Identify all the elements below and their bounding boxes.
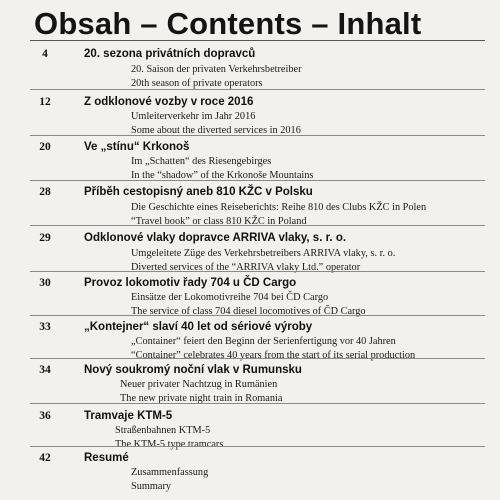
toc-entry-english: The service of class 704 diesel locomotives of ČD Cargo bbox=[131, 306, 366, 317]
toc-entry-title: Z odklonové vozby v roce 2016 bbox=[84, 96, 254, 108]
toc-page-number: 12 bbox=[39, 96, 51, 108]
toc-entry-german: Straßenbahnen KTM-5 bbox=[115, 425, 211, 436]
toc-entry-title: Provoz lokomotiv řady 704 u ČD Cargo bbox=[84, 277, 297, 289]
toc-page-number: 42 bbox=[39, 452, 51, 464]
toc-entry-title: Resumé bbox=[84, 452, 129, 464]
divider bbox=[30, 135, 485, 136]
toc-page-number: 4 bbox=[42, 48, 48, 60]
toc-entry-german: Zusammenfassung bbox=[131, 467, 209, 478]
toc-entry-german: Die Geschichte eines Reiseberichts: Reihe 810 des Clubs KŽC in Polen bbox=[131, 202, 427, 213]
toc-entry-title: Odklonové vlaky dopravce ARRIVA vlaky, s. r. o. bbox=[84, 232, 347, 244]
toc-entry-german: Einsätze der Lokomotivreihe 704 bei ČD Cargo bbox=[131, 292, 329, 303]
toc-entry-title: Příběh cestopisný aneb 810 KŽC v Polsku bbox=[84, 186, 313, 198]
toc-page-number: 33 bbox=[39, 321, 51, 333]
toc-entry-german: „Container“ feiert den Beginn der Serienfertigung vor 40 Jahren bbox=[131, 336, 396, 347]
toc-entry-english: 20th season of private operators bbox=[131, 78, 263, 89]
toc-entry-title: Ve „stínu“ Krkonoš bbox=[84, 141, 190, 153]
toc-entry-english: Summary bbox=[131, 481, 172, 492]
divider bbox=[30, 358, 485, 359]
toc-entry-german: Umgeleitete Züge des Verkehrsbetreibers ARRIVA vlaky, s. r. o. bbox=[131, 248, 396, 259]
toc-entry-english: The new private night train in Romania bbox=[120, 393, 283, 404]
toc-entry-german: Im „Schatten“ des Riesengebirges bbox=[131, 156, 272, 167]
page-title: Obsah – Contents – Inhalt bbox=[34, 6, 422, 41]
toc-entry-english: “Container” celebrates 40 years from the start of its serial production bbox=[131, 350, 416, 361]
toc-page-number: 28 bbox=[39, 186, 51, 198]
divider bbox=[30, 315, 485, 316]
toc-entry-english: The KTM-5 type tramcars bbox=[115, 439, 224, 450]
divider bbox=[30, 225, 485, 226]
divider bbox=[30, 446, 485, 447]
divider bbox=[30, 180, 485, 181]
divider bbox=[30, 403, 485, 404]
toc-page-number: 30 bbox=[39, 277, 51, 289]
toc-page-number: 34 bbox=[39, 364, 51, 376]
toc-entry-german: Neuer privater Nachtzug in Rumänien bbox=[120, 379, 278, 390]
title-rule bbox=[30, 40, 485, 41]
toc-page-number: 29 bbox=[39, 232, 51, 244]
toc-page-number: 36 bbox=[39, 410, 51, 422]
toc-entry-title: Tramvaje KTM-5 bbox=[84, 410, 173, 422]
toc-entry-german: 20. Saison der privaten Verkehrsbetreiber bbox=[131, 64, 302, 75]
toc-entry-title: 20. sezona privátních dopravců bbox=[84, 48, 256, 60]
toc-entry-english: In the “shadow” of the Krkonoše Mountains bbox=[131, 170, 314, 181]
toc-entry-title: „Kontejner“ slaví 40 let od sériové výroby bbox=[84, 321, 313, 333]
divider bbox=[30, 89, 485, 90]
toc-entry-english: “Travel book” or class 810 KŽC in Poland bbox=[131, 216, 307, 227]
toc-page-number: 20 bbox=[39, 141, 51, 153]
toc-entry-german: Umleiterverkehr im Jahr 2016 bbox=[131, 111, 256, 122]
divider bbox=[30, 271, 485, 272]
toc-entry-english: Some about the diverted services in 2016 bbox=[131, 125, 301, 136]
toc-entry-title: Nový soukromý noční vlak v Rumunsku bbox=[84, 364, 302, 376]
toc-entry-english: Diverted services of the “ARRIVA vlaky Ltd.” operator bbox=[131, 262, 361, 273]
